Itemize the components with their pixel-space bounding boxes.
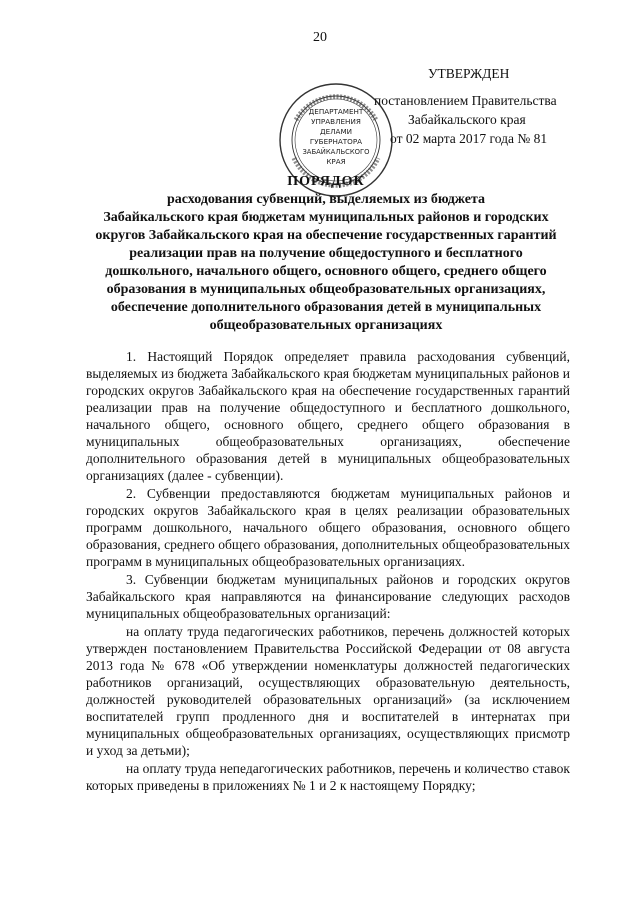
document-title-line: Забайкальского края бюджетам муниципальных районов и городских: [103, 210, 549, 225]
approval-line-2: Забайкальского края: [408, 112, 526, 127]
document-title-line: округов Забайкальского края на обеспечение государственных гарантий: [95, 228, 557, 243]
page-number: 20: [313, 30, 327, 45]
approval-line-3: от 02 марта 2017 года № 81: [390, 131, 548, 146]
paragraph-1: 1. Настоящий Порядок определяет правила расходования субвенций, выделяемых из бюджета Забайкальского края бюджетам муниципальных районов и городских округов Забайкальского края на обеспечение государственных гарантий реализации прав на получение общедоступного и бесплатного дошкольного, начального общего, основного общего, среднего общего образования в муниципальных общеобразовательных организациях, обеспечение дополнительного образования детей в муниципальных общеобразовательных организациях (далее - субвенции).: [86, 349, 570, 483]
paragraph-3-item-2: на оплату труда непедагогических работников, перечень и количество ставок которых приведены в приложениях № 1 и 2 к настоящему Порядку;: [86, 761, 570, 793]
document-title-line: реализации прав на получение общедоступного и бесплатного: [129, 246, 523, 261]
paragraph-2: 2. Субвенции предоставляются бюджетам муниципальных районов и городских округов Забайкальского края в целях реализации образовательных программ дошкольного, начального общего образования, основного общего образования, среднего общего образования, дополнительных общеобразовательных программ в муниципальных общеобразовательных организациях.: [86, 486, 570, 569]
document-title-line: дошкольного, начального общего, основного общего, среднего общего: [105, 264, 547, 279]
document-title-line: образования в муниципальных общеобразовательных организациях,: [106, 282, 546, 297]
document-title-line: общеобразовательных организациях: [209, 318, 443, 333]
svg-text:ЗАБАЙКАЛЬСКОГО: ЗАБАЙКАЛЬСКОГО: [302, 148, 370, 156]
document-title: [86, 173, 566, 335]
paragraph-3: 3. Субвенции бюджетам муниципальных районов и городских округов Забайкальского края направляются на финансирование следующих расходов муниципальных общеобразовательных организаций:: [86, 572, 570, 621]
document-body: [86, 348, 570, 794]
approval-title: УТВЕРЖДЕН: [428, 66, 510, 81]
svg-text:ДЕЛАМИ: ДЕЛАМИ: [319, 127, 353, 136]
svg-text:КРАЯ: КРАЯ: [326, 157, 346, 166]
paragraph-3-item-1: на оплату труда педагогических работников, перечень должностей которых утвержден постановлением Правительства Российской Федерации от 08 августа 2013 года № 678 «Об утверждении номенклатуры должностей педагогических работников организаций, осуществляющих образовательную деятельность, должностей руководителей образовательных организаций» (за исключением воспитателей групп продленного дня и воспитателей в интернатах при муниципальных общеобразовательных организациях, осуществляющих присмотр и уход за детьми);: [86, 624, 570, 758]
approval-line-1: постановлением Правительства: [374, 93, 557, 108]
document-title-heading: ПОРЯДОК: [287, 174, 365, 189]
svg-text:ГУБЕРНАТОРА: ГУБЕРНАТОРА: [309, 137, 363, 146]
svg-text:ДЕПАРТАМЕНТ: ДЕПАРТАМЕНТ: [308, 107, 364, 116]
svg-text:УПРАВЛЕНИЯ: УПРАВЛЕНИЯ: [311, 117, 361, 126]
approval-block: [374, 64, 557, 148]
document-title-line: расходования субвенций, выделяемых из бюджета: [166, 192, 486, 207]
document-title-line: обеспечение дополнительного образования детей в муниципальных: [110, 300, 542, 315]
